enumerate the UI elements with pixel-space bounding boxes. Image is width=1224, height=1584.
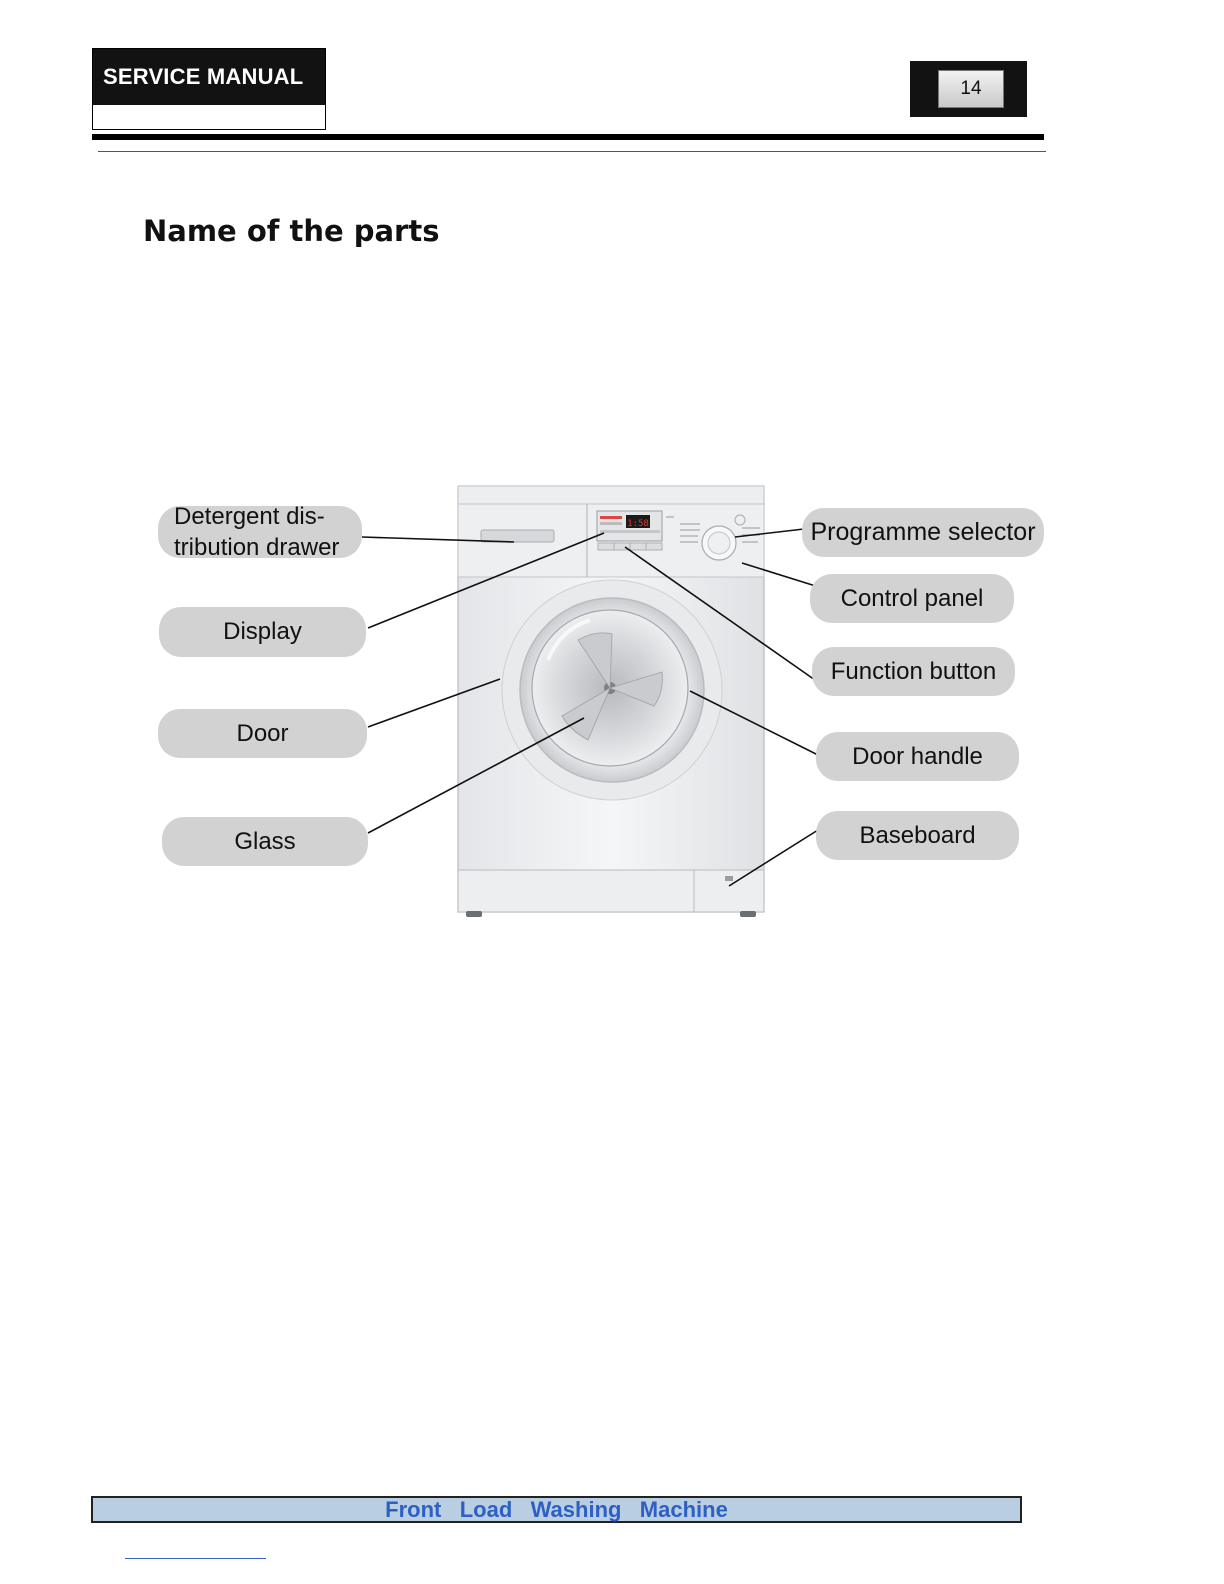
display-readout: 1:58 <box>627 519 649 529</box>
label-control-panel: Control panel <box>810 574 1014 623</box>
label-door: Door <box>158 709 367 758</box>
function-buttons <box>598 543 662 550</box>
label-detergent-drawer-line2: tribution drawer <box>174 534 340 561</box>
footer-line <box>125 1558 266 1559</box>
label-display: Display <box>159 607 366 657</box>
label-detergent-drawer <box>158 503 362 561</box>
label-detergent-drawer-line1: Detergent dis- <box>174 503 325 530</box>
service-manual-label: SERVICE MANUAL <box>93 49 325 105</box>
baseboard <box>458 870 764 917</box>
label-programme-selector: Programme selector <box>802 508 1044 557</box>
door <box>502 580 722 800</box>
display-panel <box>597 511 662 541</box>
washing-machine <box>458 486 764 917</box>
label-function-button: Function button <box>812 647 1015 696</box>
label-door-handle: Door handle <box>816 732 1019 781</box>
label-glass: Glass <box>162 817 368 866</box>
page-number: 14 <box>938 70 1004 108</box>
label-baseboard: Baseboard <box>816 811 1019 860</box>
footer-bar: Front Load Washing Machine <box>91 1496 1022 1523</box>
page-title: Name of the parts <box>143 214 440 248</box>
